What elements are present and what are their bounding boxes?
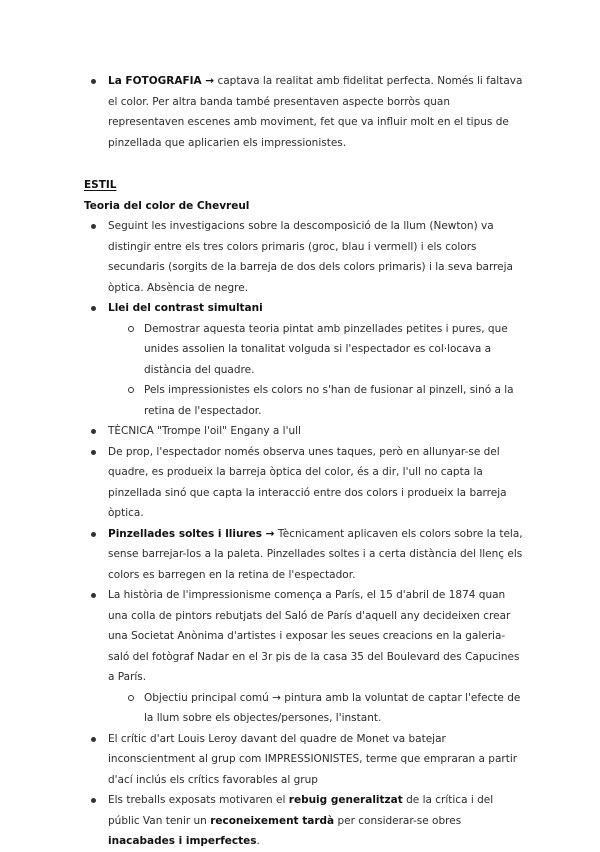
sub-list-item [84,319,524,381]
list-item [84,790,524,852]
intro-list [84,71,524,153]
hollow-bullet-icon [128,695,134,701]
list-item-text: TÈCNICA "Trompe l'oil" Engany a l'ull [108,425,301,437]
bullet-icon [91,306,96,311]
list-item-emphasis: reconeixement tardà [210,814,335,827]
list-item-text: . [256,835,260,847]
list-item-text: per considerar-se obres [334,814,462,827]
list-item-text: de la crítica i del públic Van tenir un [108,794,494,827]
bullet-icon [91,593,96,598]
main-list [84,216,524,852]
hollow-bullet-icon [128,326,134,332]
list-item [84,298,524,421]
list-item-text: Seguint les investigacions sobre la descomposició de la llum (Newton) va distingir entre els tres colors primaris (groc, blau i vermell) i els colors secundaris (sorgits de la barreja de dos dels colors primaris) i la seva barreja òptica. Absència de negre. [108,220,513,294]
list-item [84,524,524,586]
list-item-emphasis: rebuig generalitzat [288,794,403,806]
bullet-icon [91,798,96,803]
sub-list-item-text: Objectiu principal comú → pintura amb la voluntat de captar l'efecte de la llum sobre els objectes/persones, l'instant. [144,691,521,724]
bullet-icon [91,224,96,229]
list-item-text: Els treballs exposats motivaren el [108,794,289,806]
sub-list [84,319,524,422]
section-title: ESTIL [84,179,117,191]
list-item-text: De prop, l'espectador només observa unes taques, però en allunyar-se del quadre, es produeix la barreja òptica del color, és a dir, l'ull no capta la pinzellada sinó que capta la interacció entre dos colors i produeix la barreja òptica. [108,445,507,519]
bullet-icon [91,450,96,455]
list-item-text: Tècnicament aplicaven els colors sobre la tela, sense barrejar-los a la paleta. Pinzellades soltes i a certa distància del llenç els colors es barregen en la retina de l'espectador. [108,527,523,581]
sub-list-item [84,380,524,421]
sub-list-item-text: Demostrar aquesta teoria pintat amb pinzellades petites i pures, que unides assolien la tonalitat volguda si l'espectador es col·locava a distància del quadre. [144,322,508,376]
list-item-fotografia [84,71,524,153]
fotografia-label: La FOTOGRAFIA → [108,75,215,87]
list-item-text: La història de l'impressionisme comença a París, el 15 d'abril de 1874 quan una colla de pintors rebutjats del Saló de París d'aquell any decideixen crear una Societat Anònima d'artistes i exposar les seues creacions en la galeria-saló del fotògraf Nadar en el 3r pis de la casa 35 del Boulevard des Capucines a París. [108,589,520,683]
document-content [84,71,524,852]
bullet-icon [91,429,96,434]
bullet-icon [91,79,96,84]
bullet-icon [91,532,96,537]
list-item-label: Pinzellades soltes i lliures → [108,527,275,540]
fotografia-text: captava la realitat amb fidelitat perfecta. Només li faltava el color. Per altra banda també presentaven aspecte borròs quan representaven escenes amb moviment, fet que va influir molt en el tipus de pinzellada que aplicarien els impressionistes. [108,75,523,149]
list-item [84,421,524,442]
list-item [84,216,524,298]
sub-list-item-text: Pels impressionistes els colors no s'han de fusionar al pinzell, sinó a la retina de l'espectador. [144,384,514,417]
list-item-text: El crític d'art Louis Leroy davant del quadre de Monet va batejar inconscientment al grup com IMPRESSIONISTES, terme que empraran a partir d'ací inclús els crítics favorables al grup [108,732,518,786]
list-item-label: Llei del contrast simultani [108,302,263,314]
list-item-emphasis: inacabades i imperfectes [108,835,257,847]
bullet-icon [91,737,96,742]
section-subtitle: Teoria del color de Chevreul [84,199,250,212]
sub-list-item [84,688,524,729]
list-item [84,729,524,791]
list-item [84,442,524,524]
list-item [84,585,524,729]
hollow-bullet-icon [128,387,134,393]
sub-list [84,688,524,729]
